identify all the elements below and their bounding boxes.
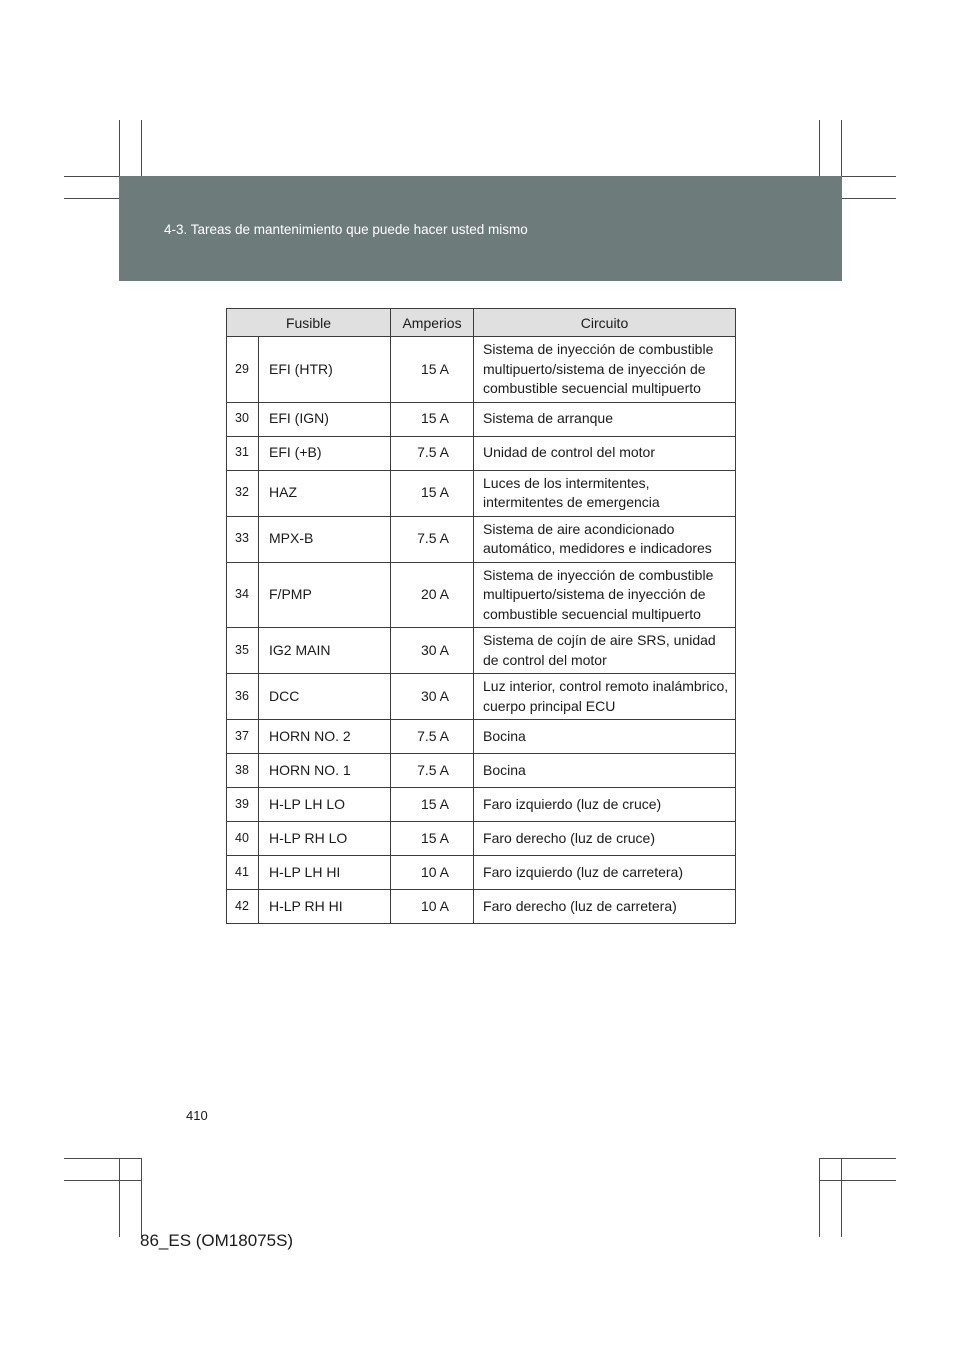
fuse-name: IG2 MAIN xyxy=(259,628,391,674)
fuse-name: MPX-B xyxy=(259,516,391,562)
table-row xyxy=(227,822,736,856)
table-row xyxy=(227,470,736,516)
fuse-circuit: Bocina xyxy=(474,720,736,754)
fuse-number: 35 xyxy=(227,628,259,674)
crop-mark xyxy=(819,1158,896,1159)
fuse-name: EFI (IGN) xyxy=(259,402,391,436)
fuse-name: HORN NO. 1 xyxy=(259,754,391,788)
crop-mark xyxy=(841,1158,842,1237)
table-row xyxy=(227,856,736,890)
crop-mark xyxy=(819,1180,896,1181)
fuse-number: 31 xyxy=(227,436,259,470)
fuse-name: DCC xyxy=(259,674,391,720)
fuse-amperage: 7.5 A xyxy=(391,436,474,470)
fuse-number: 30 xyxy=(227,402,259,436)
table-body xyxy=(227,337,736,924)
fuse-circuit: Faro izquierdo (luz de carretera) xyxy=(474,856,736,890)
fuse-name: HORN NO. 2 xyxy=(259,720,391,754)
table-row xyxy=(227,402,736,436)
fuse-circuit: Sistema de arranque xyxy=(474,402,736,436)
crop-mark xyxy=(119,1158,120,1237)
table-row xyxy=(227,788,736,822)
fuse-amperage: 30 A xyxy=(391,674,474,720)
fuse-number: 34 xyxy=(227,562,259,628)
fuse-name: EFI (HTR) xyxy=(259,337,391,403)
fuse-circuit: Faro izquierdo (luz de cruce) xyxy=(474,788,736,822)
fuse-amperage: 7.5 A xyxy=(391,720,474,754)
fuse-circuit: Faro derecho (luz de cruce) xyxy=(474,822,736,856)
fuse-number: 29 xyxy=(227,337,259,403)
fuse-name: H-LP RH LO xyxy=(259,822,391,856)
fuse-name: EFI (+B) xyxy=(259,436,391,470)
page-number: 410 xyxy=(186,1108,208,1123)
column-header-fusible: Fusible xyxy=(227,309,391,337)
fuse-amperage: 30 A xyxy=(391,628,474,674)
fuse-number: 41 xyxy=(227,856,259,890)
fuse-circuit: Sistema de inyección de combustible multipuerto/sistema de inyección de combustible secuencial multipuerto xyxy=(474,337,736,403)
fuse-circuit: Faro derecho (luz de carretera) xyxy=(474,890,736,924)
fuse-number: 42 xyxy=(227,890,259,924)
fuse-circuit: Luz interior, control remoto inalámbrico, cuerpo principal ECU xyxy=(474,674,736,720)
table-row xyxy=(227,720,736,754)
fuse-amperage: 15 A xyxy=(391,788,474,822)
fuse-number: 36 xyxy=(227,674,259,720)
section-title: 4-3. Tareas de mantenimiento que puede hacer usted mismo xyxy=(164,222,528,237)
table-header-row xyxy=(227,309,736,337)
fuse-number: 33 xyxy=(227,516,259,562)
fuse-circuit: Unidad de control del motor xyxy=(474,436,736,470)
fuse-table xyxy=(226,308,736,924)
table-row xyxy=(227,337,736,403)
fuse-amperage: 15 A xyxy=(391,470,474,516)
document-code: 86_ES (OM18075S) xyxy=(140,1231,294,1250)
fuse-amperage: 7.5 A xyxy=(391,754,474,788)
fuse-circuit: Luces de los intermitentes, intermitentes de emergencia xyxy=(474,470,736,516)
table-row xyxy=(227,562,736,628)
fuse-number: 32 xyxy=(227,470,259,516)
crop-mark xyxy=(819,1158,820,1237)
table-row xyxy=(227,516,736,562)
table-row xyxy=(227,436,736,470)
column-header-amperios: Amperios xyxy=(391,309,474,337)
fuse-circuit: Bocina xyxy=(474,754,736,788)
fuse-name: HAZ xyxy=(259,470,391,516)
fuse-name: H-LP LH LO xyxy=(259,788,391,822)
fuse-amperage: 15 A xyxy=(391,402,474,436)
crop-mark xyxy=(141,1158,142,1237)
table-row xyxy=(227,674,736,720)
section-header xyxy=(119,176,842,281)
fuse-amperage: 7.5 A xyxy=(391,516,474,562)
fuse-number: 39 xyxy=(227,788,259,822)
crop-mark xyxy=(64,1180,142,1181)
fuse-number: 37 xyxy=(227,720,259,754)
crop-mark xyxy=(64,1158,142,1159)
fuse-amperage: 20 A xyxy=(391,562,474,628)
fuse-circuit: Sistema de cojín de aire SRS, unidad de control del motor xyxy=(474,628,736,674)
fuse-amperage: 15 A xyxy=(391,337,474,403)
table-row xyxy=(227,628,736,674)
fuse-name: H-LP RH HI xyxy=(259,890,391,924)
fuse-amperage: 15 A xyxy=(391,822,474,856)
fuse-name: H-LP LH HI xyxy=(259,856,391,890)
fuse-amperage: 10 A xyxy=(391,856,474,890)
fuse-circuit: Sistema de inyección de combustible multipuerto/sistema de inyección de combustible secuencial multipuerto xyxy=(474,562,736,628)
fuse-name: F/PMP xyxy=(259,562,391,628)
table-row xyxy=(227,890,736,924)
column-header-circuito: Circuito xyxy=(474,309,736,337)
fuse-number: 38 xyxy=(227,754,259,788)
table-row xyxy=(227,754,736,788)
fuse-circuit: Sistema de aire acondicionado automático, medidores e indicadores xyxy=(474,516,736,562)
fuse-number: 40 xyxy=(227,822,259,856)
fuse-amperage: 10 A xyxy=(391,890,474,924)
